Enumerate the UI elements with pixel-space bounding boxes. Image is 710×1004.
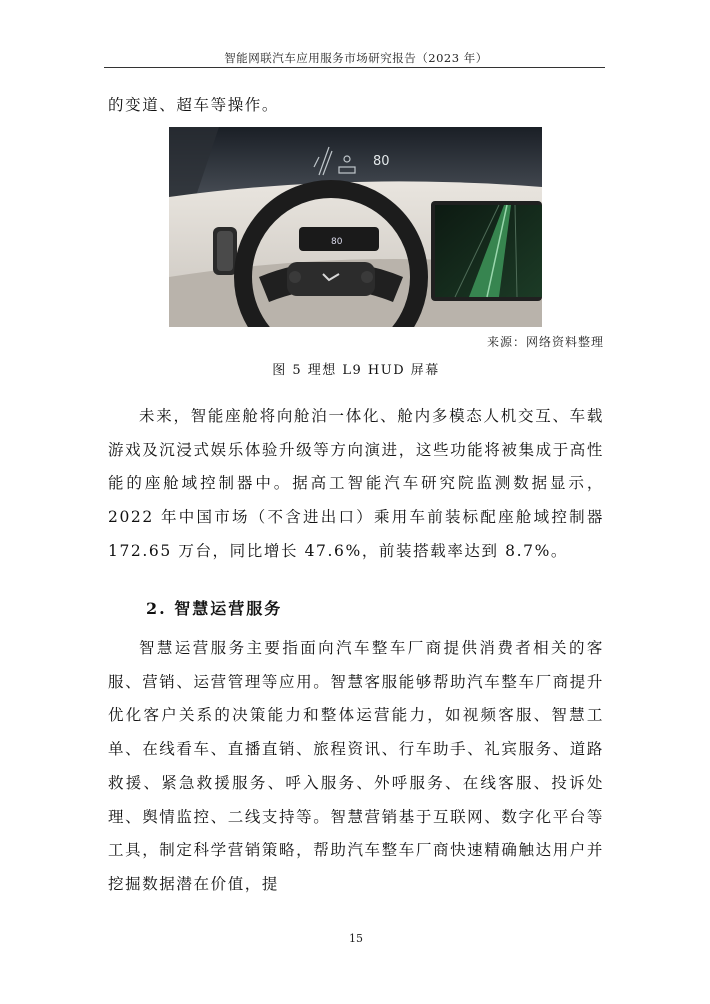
hud-figure-image [169, 127, 542, 327]
intro-fragment: 的变道、超车等操作。 [108, 96, 280, 114]
page-header: 智能网联汽车应用服务市场研究报告（2023 年） [224, 51, 488, 65]
body-paragraph: 未来，智能座舱将向舱泊一体化、舱内多模态人机交互、车载游戏及沉浸式娱乐体验升级等方向演进，这些功能将被集成于高性能的座舱域控制器中。据高工智能汽车研究院监测数据显示，2022 年中国市场（不含进出口）乘用车前装标配座舱域控制器 172.65 万台，同比增长 47.6%，前装搭载率达到 8.7%。 [108, 407, 604, 560]
figure-source: 来源：网络资料整理 [486, 335, 604, 349]
cluster-speed: 80 [331, 237, 343, 247]
section-title: 2. 智慧运营服务 [146, 599, 283, 618]
hud-figure [169, 127, 542, 327]
section-paragraph: 智慧运营服务主要指面向汽车整车厂商提供消费者相关的客服、营销、运营管理等应用。智慧客服能够帮助汽车整车厂商提升优化客户关系的决策能力和整体运营能力，如视频客服、智慧工单、在线看车、直播直销、旅程资讯、行车助手、礼宾服务、道路救援、紧急救援服务、呼入服务、外呼服务、在线客服、投诉处理、舆情监控、二线支持等。智慧营销基于互联网、数字化平台等工具，制定科学营销策略，帮助汽车整车厂商快速精确触达用户并挖掘数据潜在价值，提 [108, 639, 604, 893]
page-number: 15 [349, 932, 363, 945]
figure-caption: 图 5 理想 L9 HUD 屏幕 [272, 363, 440, 378]
hud-speed: 80 [373, 154, 390, 169]
header-rule [104, 67, 605, 68]
